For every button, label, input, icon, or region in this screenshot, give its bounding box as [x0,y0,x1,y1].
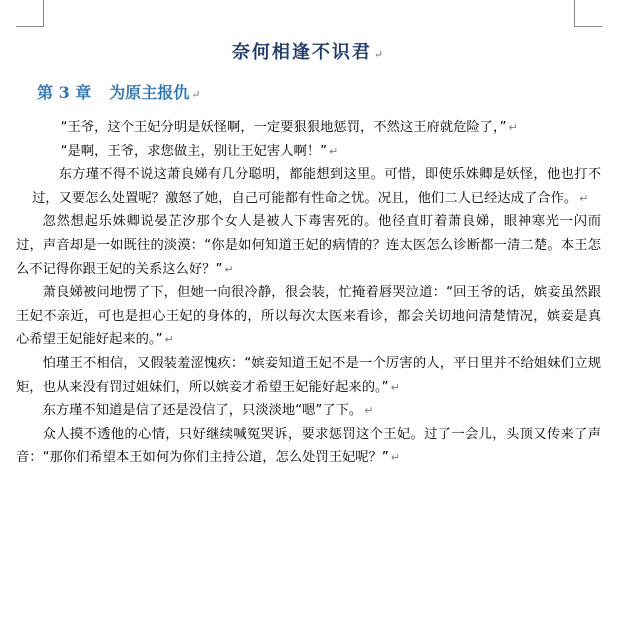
crop-mark-top-left-horizontal [16,26,44,27]
paragraph-mark-icon: ↵ [579,191,589,205]
paragraph-mark-icon: ↵ [390,451,401,465]
paragraph-mark-icon: ↵ [508,121,518,134]
paragraph-mark-icon: ↵ [329,144,339,158]
paragraph-mark-icon: ↵ [224,262,234,276]
crop-mark-top-right-vertical [574,0,575,27]
paragraph: 东方瑾不得不说这萧良娣有几分聪明，都能想到这里。可惜，即使乐姝卿是妖怪，他也打不过，又要怎么处置呢？激怒了她，自己可能都有性命之忧。况且，他们二人已经达成了合作。 ↵ [32,167,601,206]
chapter-title: 为原主报仇 [109,83,190,102]
paragraph: 怕瑾王不相信，又假装羞涩愧疚：“嫔妾知道王妃不是一个厉害的人，平日里并不给姐妹们立规矩，也从来没有罚过姐妹们，所以嫔妾才希望王妃能好起来的。” ↵ [16,355,601,395]
paragraph-mark-icon: ↵ [364,404,374,418]
paragraph: 东方瑾不知道是信了还是没信了，只淡淡地“嗯”了下。 ↵ [42,403,374,419]
document-title[interactable] [0,38,617,64]
paragraph: 萧良娣被问地愣了下，但她一向很冷静，很会装，忙掩着唇哭泣道：“回王爷的话，嫔妾虽然跟王妃不亲近，可也是担心王妃的身体的，所以每次太医来看诊，都会关切地问清楚情况，嫔妾是真心希望王妃能好起来的。” ↵ [16,285,601,348]
document-title-text: 奈何相逢不识君 [231,42,372,63]
paragraph-mark-icon: ↵ [390,380,400,394]
crop-mark-top-left-vertical [43,0,44,27]
paragraph: “王爷，这个王妃分明是妖怪啊，一定要狠狠地惩罚，不然这王府就危险了，” ↵ [60,120,518,135]
paragraph: 众人摸不透他的心情，只好继续喊冤哭诉，要求惩罚这个王妃。过了一会儿，头顶又传来了声音：“那你们希望本王如何为你们主持公道，怎么处罚王妃呢？” ↵ [16,426,601,466]
paragraph: 忽然想起乐姝卿说晏芷汐那个女人是被人下毒害死的。他径直盯着萧良娣，眼神寒光一闪而过，声音却是一如既往的淡漠：“你是如何知道王妃的病情的？连太医怎么诊断都一清二楚。本王怎么不记得你跟王妃的关系这么好？” ↵ [16,214,601,277]
paragraph-mark-icon: ↵ [373,48,386,61]
chapter-number: 第 3 章 [37,83,92,102]
paragraph: “是啊，王爷，求您做主，别让王妃害人啊！” ↵ [60,143,339,159]
paragraph-mark-icon: ↵ [191,88,201,101]
document-body[interactable] [16,116,601,470]
paragraph-mark-icon: ↵ [164,333,174,347]
chapter-heading[interactable] [37,80,201,103]
crop-mark-top-right-horizontal [574,26,602,27]
